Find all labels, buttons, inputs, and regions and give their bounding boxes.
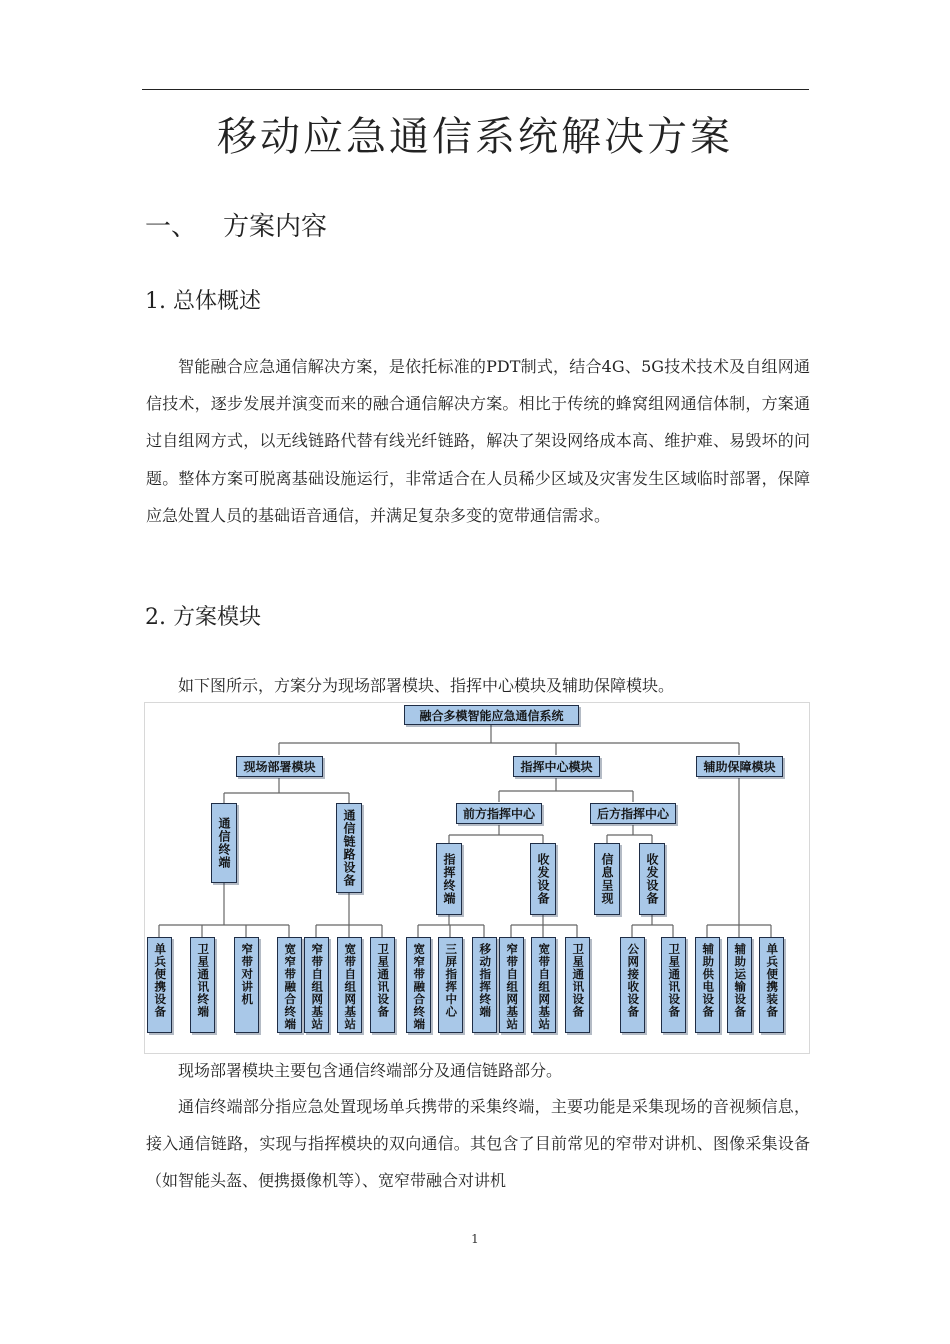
leaf-node: 单兵便携装备 [759, 937, 784, 1033]
node-command-terminal: 指挥终端 [436, 843, 462, 915]
system-structure-diagram [144, 702, 810, 1054]
leaf-node: 三屏指挥中心 [438, 937, 463, 1033]
root-node: 融合多模智能应急通信系统 [404, 705, 579, 725]
leaf-node: 窄带自组网基站 [499, 937, 524, 1033]
overview-paragraph [146, 348, 810, 534]
module-node-support: 辅助保障模块 [696, 756, 783, 777]
node-comm-link-equipment: 通信链路设备 [336, 803, 362, 893]
leaf-node: 宽带自组网基站 [531, 937, 556, 1033]
leaf-node: 卫星通讯设备 [565, 937, 590, 1033]
leaf-node: 卫星通讯设备 [370, 937, 395, 1033]
overview-text: 智能融合应急通信解决方案，是依托标准的PDT制式，结合4G、5G技术技术及自组网通信技术，逐步发展并演变而来的融合通信解决方案。相比于传统的蜂窝组网通信体制，方案通过自组网方式，以无线链路代替有线光纤链路，解决了架设网络成本高、维护难、易毁坏的问题。整体方案可脱离基础设施运行，非常适合在人员稀少区域及灾害发生区域临时部署，保障应急处置人员的基础语音通信，并满足复杂多变的宽带通信需求。 [146, 357, 810, 525]
section-number: 一、 [145, 212, 198, 242]
module-node-command: 指挥中心模块 [513, 756, 600, 777]
subsection-heading-overview: 1. 总体概述 [145, 289, 261, 314]
leaf-node: 窄带对讲机 [234, 937, 259, 1033]
leaf-node: 卫星通讯设备 [661, 937, 686, 1033]
leaf-node: 卫星通讯终端 [190, 937, 215, 1033]
node-transceiver-front: 收发设备 [530, 843, 556, 915]
node-front-command: 前方指挥中心 [456, 803, 542, 824]
leaf-node: 宽窄带融合终端 [277, 937, 302, 1033]
leaf-node: 移动指挥终端 [472, 937, 497, 1033]
leaf-node: 宽带自组网基站 [337, 937, 362, 1033]
terminal-text: 通信终端部分指应急处置现场单兵携带的采集终端，主要功能是采集现场的音视频信息，接入通信链路，实现与指挥模块的双向通信。其包含了目前常见的窄带对讲机、图像采集设备（如智能头盔、便携摄像机等）、宽窄带融合对讲机 [146, 1097, 810, 1191]
subsection-heading-modules: 2. 方案模块 [145, 605, 261, 630]
node-comm-terminal: 通信终端 [211, 803, 237, 883]
page-number: 1 [471, 1232, 479, 1246]
node-rear-command: 后方指挥中心 [590, 803, 676, 824]
leaf-node: 窄带自组网基站 [304, 937, 329, 1033]
onsite-module-paragraph: 现场部署模块主要包含通信终端部分及通信链路部分。 [178, 1061, 563, 1080]
section-heading [145, 206, 327, 243]
leaf-node: 辅助供电设备 [695, 937, 720, 1033]
leaf-node: 单兵便携设备 [147, 937, 172, 1033]
node-transceiver-rear: 收发设备 [639, 843, 665, 915]
node-info-display: 信息呈现 [594, 843, 620, 915]
document-title: 移动应急通信系统解决方案 [217, 114, 733, 160]
terminal-paragraph [146, 1088, 810, 1200]
section-title: 方案内容 [223, 212, 328, 242]
leaf-node: 辅助运输设备 [727, 937, 752, 1033]
leaf-node: 公网接收设备 [620, 937, 645, 1033]
leaf-node: 宽窄带融合终端 [406, 937, 431, 1033]
module-node-onsite: 现场部署模块 [236, 756, 323, 777]
header-rule [142, 89, 809, 90]
modules-intro: 如下图所示，方案分为现场部署模块、指挥中心模块及辅助保障模块。 [178, 676, 675, 695]
